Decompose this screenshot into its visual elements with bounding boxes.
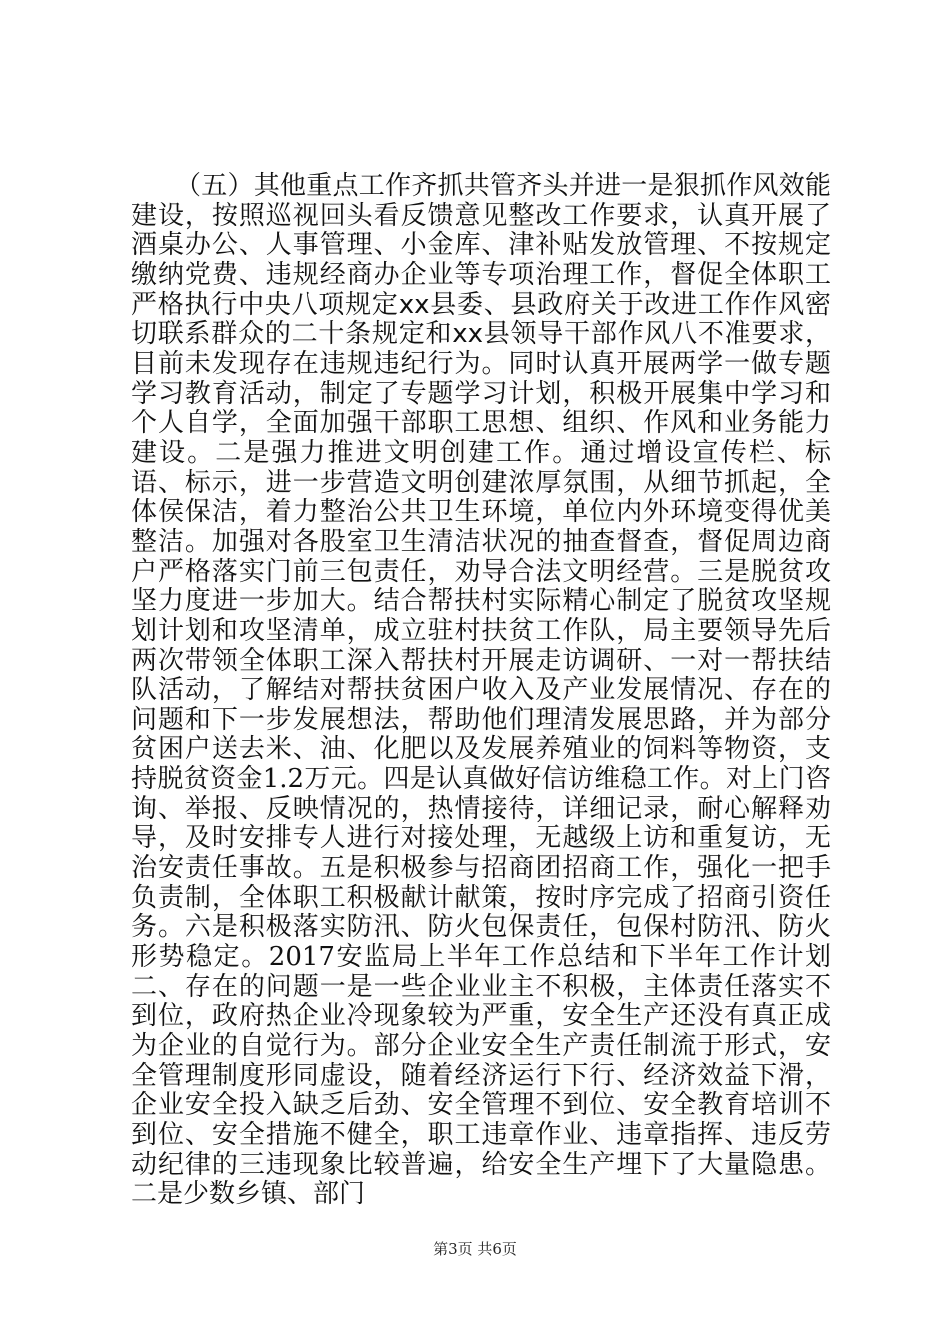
page-number-footer: 第3页 共6页 <box>433 1240 517 1258</box>
body-paragraph <box>131 172 831 1210</box>
paragraph-lead-text: （五）其他重点工作齐抓共管齐头并进一是狠抓作风效能建设，按照巡视回头看反馈意见整改工作要求，认真开展了酒桌办公、人事管理、小金库、津补贴发放管理、不按规定缴纳党费、违规经商办企业等专项治理工作，督促全体职工严格执行中央八项规定xx县委、县政府关于改进工作作风密切联系群众的二十条规定和xx县领导干部作风八不准要求，目前未发现 <box>131 171 831 379</box>
paragraph-body-text: 存在违规违纪行为。同时认真开展两学一做专题学习教育活动，制定了专题学习计划，积极开展集中学习和个人自学，全面加强干部职工思想、组织、作风和业务能力建设。二是强力推进文明创建工作。通过增设宣传栏、标语、标示，进一步营造文明创建浓厚氛围，从细节抓起，全体侯保洁，着力整治公共卫生环境，单位内外环境变得优美整洁。加强对各股室卫生清洁状况的抽查督查，督促周边商户严格落实门前三包责任，劝导合法文明经营。三是脱贫攻坚力度进一步加大。结合帮扶村实际精心制定了脱贫攻坚规划计划和攻坚清单，成立驻村扶贫工作队，局主要领导先后两次带领全体职工深入帮扶村开展走访调研、一对一帮扶结队活动，了解结对帮扶贫困户收入及产业发展情况、存在的问题和下一步发展想法，帮助他们理清发展思路，并为部分贫困户送去米、油、化肥以及发展养殖业的饲料等物资，支持脱贫资金1.2万元。四是认真做好信访维稳工作。对上门咨询、举报、反映情况的，热情接待，详细记录，耐心解释劝导，及时安排专人进行对接处理，无越级上访和重复访，无治安责任事故。五是积极参与招商团招商工作，强化一把手负责制，全体职工积极献计献策，按时序完成了招商引资任务。六是积极落实防汛、防火包保责任，包保村防汛、防火形势稳定。2017安监局上半年工作总结和下半年工作计划二、存在的问题一是一些企业业主不积极，主体责任落实不到位，政府热企业冷现象较为严重，安全生产还没有真正成为企业的自觉行为。部分企业安全生产责任制流于形式，安全管理制度形同虚设，随着经济运行下行、经济效益下滑，企业安全投入缺乏后劲、安全管理不到位、安全教育培训不到位、安全措施不健全，职工违章作业、违章指挥、违反劳动纪律的三违现象比较普遍，给安全生产埋下了大量隐患。二是少数乡镇、部门 <box>131 348 831 1210</box>
